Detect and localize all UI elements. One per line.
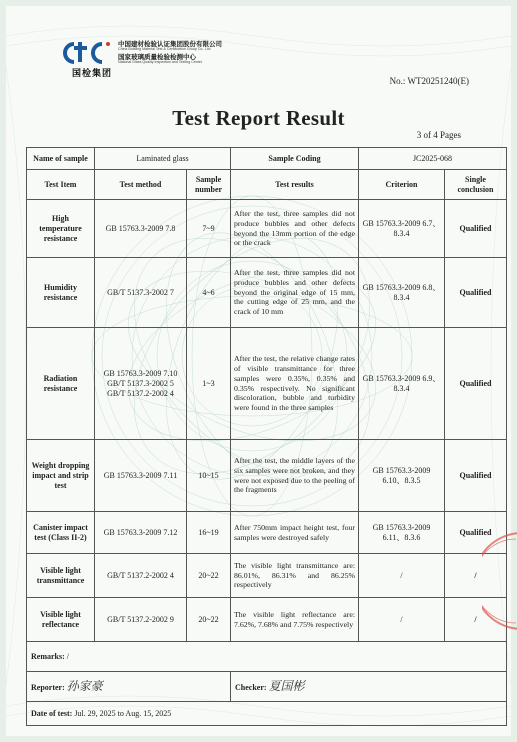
checker-label: Checker: — [235, 683, 267, 692]
table-row — [27, 440, 507, 512]
col-header-item: Test Item — [27, 170, 95, 200]
row-test-result: After the test, the middle layers of the six samples were not broken, and they were not exposed due to the peeling of the fragments — [231, 440, 359, 512]
brand-name: 国检集团 — [72, 69, 113, 79]
sample-row — [27, 148, 507, 170]
row-sample-number: 16~19 — [187, 512, 231, 554]
row-conclusion: Qualified — [445, 512, 507, 554]
sample-coding-label: Sample Coding — [231, 148, 359, 170]
row-criterion: GB 15763.3-2009 6.7、8.3.4 — [359, 200, 445, 258]
table-row — [27, 598, 507, 642]
col-header-method: Test method — [95, 170, 187, 200]
col-header-sample-number: Sample number — [187, 170, 231, 200]
results-table — [26, 147, 507, 726]
row-sample-number: 10~15 — [187, 440, 231, 512]
row-conclusion: Qualified — [445, 200, 507, 258]
row-criterion: GB 15763.3-2009 6.10、8.3.5 — [359, 440, 445, 512]
table-row — [27, 258, 507, 328]
date-label: Date of test: — [31, 708, 73, 718]
signature-row — [27, 672, 507, 702]
row-criterion: GB 15763.3-2009 6.9、8.3.4 — [359, 328, 445, 440]
row-criterion: / — [359, 598, 445, 642]
row-criterion: GB 15763.3-2009 6.8、8.3.4 — [359, 258, 445, 328]
row-test-item: Weight dropping impact and strip test — [27, 440, 95, 512]
reporter-signature: 孙家豪 — [66, 679, 103, 693]
report-number: No.: WT20251240(E) — [389, 76, 469, 86]
row-test-result: After the test, the relative change rates of visible transmittance for three samples were 0.35%, 0.35% and 0.35% respectively. No significant discoloration, bubble and turbidity were found in the three samples — [231, 328, 359, 440]
row-sample-number: 1~3 — [187, 328, 231, 440]
row-sample-number: 20~22 — [187, 554, 231, 598]
table-row — [27, 512, 507, 554]
logo-en-line2: National Glass Quality Inspection and Testing Center — [118, 59, 203, 64]
logo-cn-line2: 国家玻璃质量检验检测中心 — [118, 53, 196, 61]
col-header-criterion: Criterion — [359, 170, 445, 200]
row-test-result: After the test, three samples did not produce bubbles and other defects beyond the 13mm portion of the edge or the crack — [231, 200, 359, 258]
row-test-item: High temperature resistance — [27, 200, 95, 258]
date-row — [27, 702, 507, 726]
row-test-method: GB 15763.3-2009 7.12 — [95, 512, 187, 554]
ctc-logo-icon — [62, 40, 112, 66]
reporter-label: Reporter: — [31, 683, 65, 692]
row-test-method: GB 15763.3-2009 7.10 GB/T 5137.3-2002 5 GB/T 5137.2-2002 4 — [95, 328, 187, 440]
row-conclusion: Qualified — [445, 440, 507, 512]
col-header-conclusion: Single conclusion — [445, 170, 507, 200]
row-test-item: Visible light transmittance — [27, 554, 95, 598]
row-criterion: GB 15763.3-2009 6.11、8.3.6 — [359, 512, 445, 554]
date-value: Jul. 29, 2025 to Aug. 15, 2025 — [74, 708, 172, 718]
column-header-row — [27, 170, 507, 200]
logo-cn-line1: 中国建材检验认证集团股份有限公司 — [118, 40, 222, 49]
row-conclusion: / — [445, 598, 507, 642]
checker-signature: 夏国彬 — [268, 679, 305, 693]
seal-stamp-icon — [482, 531, 517, 631]
row-sample-number: 7~9 — [187, 200, 231, 258]
row-sample-number: 4~6 — [187, 258, 231, 328]
sample-name-value: Laminated glass — [95, 148, 231, 170]
remarks-value: / — [66, 651, 70, 661]
sample-name-label: Name of sample — [27, 148, 95, 170]
logo-en-line1: China Building Material Test & Certification Group Co., Ltd. — [118, 47, 212, 52]
logo — [62, 40, 222, 66]
row-test-method: GB 15763.3-2009 7.11 — [95, 440, 187, 512]
row-test-method: GB/T 5137.3-2002 7 — [95, 258, 187, 328]
row-test-result: After the test, three samples did not produce bubbles and other defects beyond the original edge of 15 mm, the cutting edge of 25 mm, and the crack of 10 mm — [231, 258, 359, 328]
table-row — [27, 328, 507, 440]
row-test-item: Visible light reflectance — [27, 598, 95, 642]
page-count: 3 of 4 Pages — [416, 130, 461, 140]
sample-coding-value: JC2025-068 — [359, 148, 507, 170]
remarks-row — [27, 642, 507, 672]
page-title: Test Report Result — [172, 106, 345, 130]
col-header-results: Test results — [231, 170, 359, 200]
row-test-item: Humidity resistance — [27, 258, 95, 328]
table-row — [27, 200, 507, 258]
remarks-label: Remarks: — [31, 651, 65, 661]
row-conclusion: Qualified — [445, 328, 507, 440]
row-test-result: The visible light transmittance are: 86.01%, 86.31% and 86.25% respectively — [231, 554, 359, 598]
row-test-method: GB 15763.3-2009 7.8 — [95, 200, 187, 258]
row-test-result: After 750mm impact height test, four samples were destroyed safely — [231, 512, 359, 554]
row-criterion: / — [359, 554, 445, 598]
row-conclusion: / — [445, 554, 507, 598]
row-test-item: Radiation resistance — [27, 328, 95, 440]
row-conclusion: Qualified — [445, 258, 507, 328]
row-test-method: GB/T 5137.2-2002 9 — [95, 598, 187, 642]
table-row — [27, 554, 507, 598]
row-test-result: The visible light reflectance are: 7.62%, 7.68% and 7.75% respectively — [231, 598, 359, 642]
row-sample-number: 20~22 — [187, 598, 231, 642]
row-test-method: GB/T 5137.2-2002 4 — [95, 554, 187, 598]
row-test-item: Canister impact test (Class II-2) — [27, 512, 95, 554]
